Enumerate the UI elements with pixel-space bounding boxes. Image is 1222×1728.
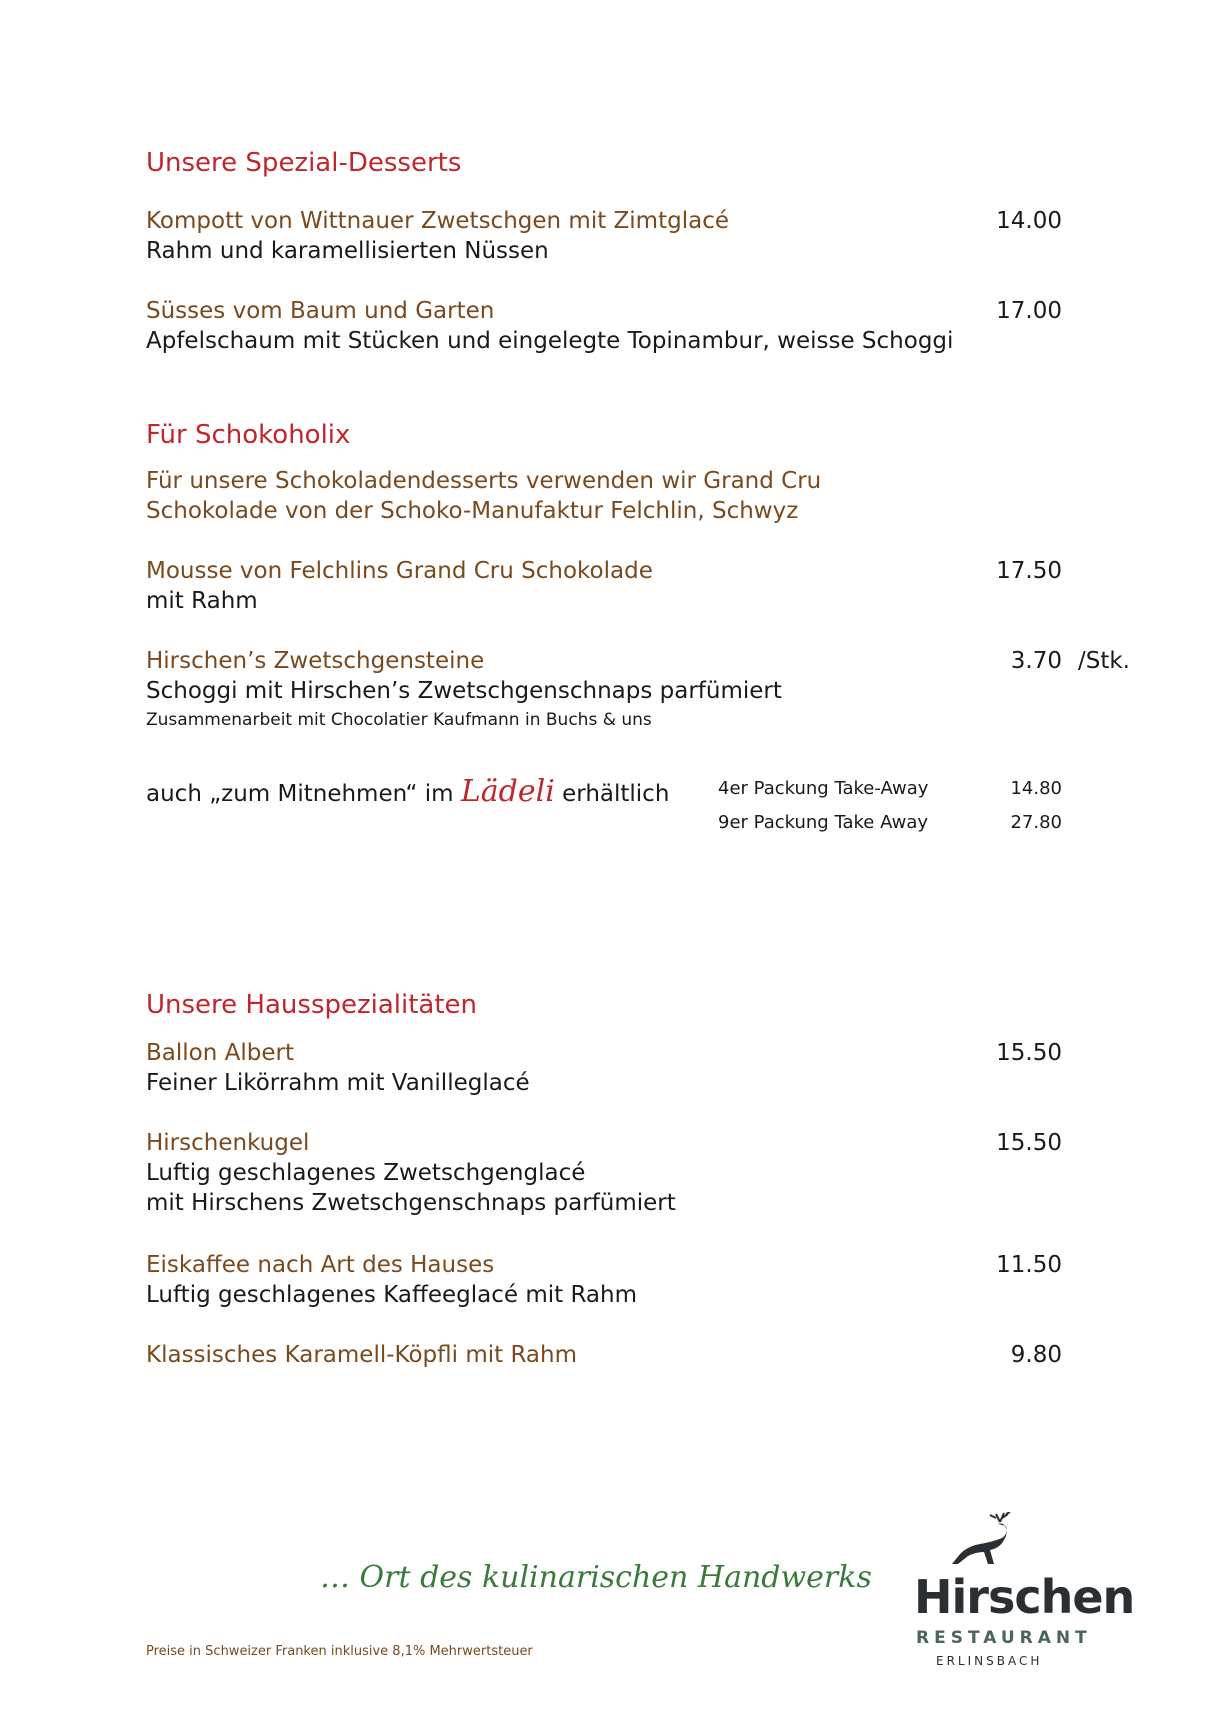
dish-price: 3.70: [1010, 648, 1062, 674]
dish-description: mit Hirschens Zwetschgenschnaps parfümiert: [146, 1190, 676, 1216]
pack-label: 4er Packung Take-Away: [718, 778, 929, 799]
dish-name: Hirschenkugel: [146, 1130, 310, 1156]
dish-description: mit Rahm: [146, 588, 258, 614]
dish-price: 15.50: [996, 1130, 1062, 1156]
dish-name: Mousse von Felchlins Grand Cru Schokolade: [146, 558, 653, 584]
section-heading-schoko: Für Schokoholix: [146, 420, 351, 450]
price-note: Preise in Schweizer Franken inklusive 8,1% Mehrwertsteuer: [146, 1644, 533, 1659]
pack-label: 9er Packung Take Away: [718, 812, 929, 833]
dish-description: Apfelschaum mit Stücken und eingelegte Topinambur, weisse Schoggi: [146, 328, 954, 354]
section-intro: Für unsere Schokoladendesserts verwenden wir Grand Cru: [146, 468, 822, 494]
logo-location: ERLINSBACH: [936, 1654, 1043, 1668]
price-unit: /Stk.: [1078, 648, 1130, 674]
pack-price: 14.80: [1010, 778, 1062, 799]
dish-price: 15.50: [996, 1040, 1062, 1066]
dish-description: Rahm und karamellisierten Nüssen: [146, 238, 549, 264]
dish-name: Eiskaffee nach Art des Hauses: [146, 1252, 495, 1278]
dish-price: 9.80: [1010, 1342, 1062, 1368]
logo-subtitle: RESTAURANT: [916, 1628, 1092, 1648]
slogan: … Ort des kulinarischen Handwerks: [320, 1560, 872, 1595]
dish-name: Klassisches Karamell-Köpfli mit Rahm: [146, 1342, 578, 1368]
logo-wordmark: Hirschen: [914, 1570, 1135, 1624]
dish-note: Zusammenarbeit mit Chocolatier Kaufmann in Buchs & uns: [146, 710, 652, 730]
dish-price: 17.00: [996, 298, 1062, 324]
takeaway-text-before: auch „zum Mitnehmen“ im: [146, 781, 454, 807]
dish-name: Hirschen’s Zwetschgensteine: [146, 648, 485, 674]
dish-description: Feiner Likörrahm mit Vanilleglacé: [146, 1070, 530, 1096]
dish-price: 14.00: [996, 208, 1062, 234]
dish-name: Süsses vom Baum und Garten: [146, 298, 495, 324]
dish-description: Schoggi mit Hirschen’s Zwetschgenschnaps parfümiert: [146, 678, 782, 704]
pack-price: 27.80: [1010, 812, 1062, 833]
dish-description: Luftig geschlagenes Zwetschgenglacé: [146, 1160, 586, 1186]
dish-name: Ballon Albert: [146, 1040, 294, 1066]
shop-name: Lädeli: [460, 774, 555, 809]
section-heading-haus: Unsere Hausspezialitäten: [146, 990, 478, 1020]
section-intro: Schokolade von der Schoko-Manufaktur Felchlin, Schwyz: [146, 498, 799, 524]
hirschen-logo: [900, 1512, 1135, 1672]
takeaway-line: [146, 774, 669, 809]
takeaway-text-after: erhältlich: [562, 781, 670, 807]
dish-price: 11.50: [996, 1252, 1062, 1278]
dish-name: Kompott von Wittnauer Zwetschgen mit Zimtglacé: [146, 208, 729, 234]
deer-icon: [940, 1512, 1050, 1574]
dish-price: 17.50: [996, 558, 1062, 584]
dish-description: Luftig geschlagenes Kaffeeglacé mit Rahm: [146, 1282, 637, 1308]
section-heading-spezial: Unsere Spezial-Desserts: [146, 148, 462, 178]
